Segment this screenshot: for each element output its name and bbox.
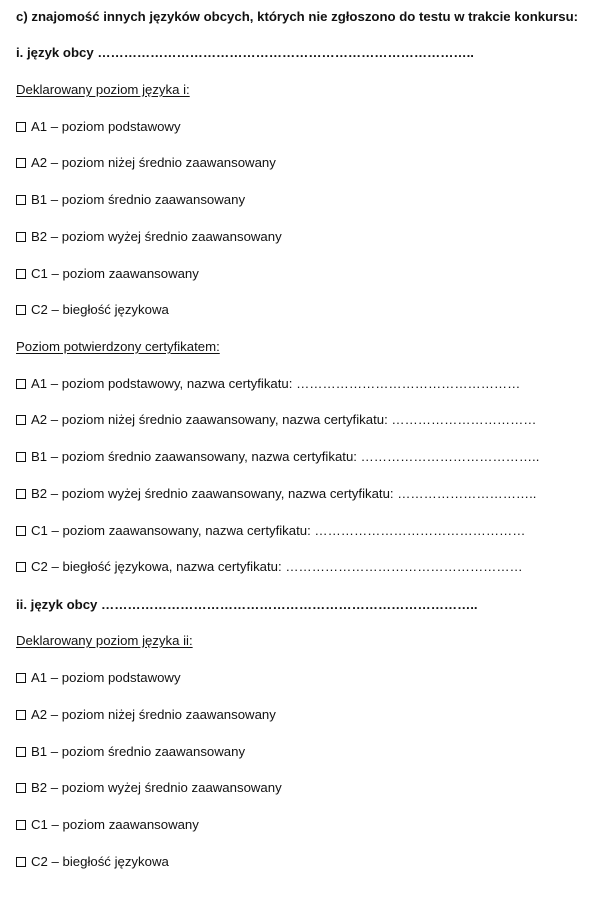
checkbox-icon[interactable] bbox=[16, 710, 26, 720]
checkbox-icon[interactable] bbox=[16, 452, 26, 462]
option-label: B2 – poziom wyżej średnio zaawansowany bbox=[31, 780, 282, 795]
option-label: B1 – poziom średnio zaawansowany bbox=[31, 192, 246, 207]
language-ii-declared-option[interactable] bbox=[16, 780, 282, 796]
language-ii-declared-option[interactable] bbox=[16, 854, 169, 870]
checkbox-icon[interactable] bbox=[16, 526, 26, 536]
option-label: A1 – poziom podstawowy, nazwa certyfikatu: …………………………………………… bbox=[31, 376, 521, 391]
language-ii-declared-option[interactable] bbox=[16, 744, 245, 760]
language-ii-declared-label: Deklarowany poziom języka ii: bbox=[16, 633, 193, 648]
language-i-declared-option[interactable] bbox=[16, 192, 245, 208]
language-i-certified-option[interactable] bbox=[16, 449, 539, 465]
option-label: C2 – biegłość językowa bbox=[31, 854, 169, 869]
option-label: B2 – poziom wyżej średnio zaawansowany bbox=[31, 229, 282, 244]
language-ii-declared-option[interactable] bbox=[16, 707, 276, 723]
language-i-certified-option[interactable] bbox=[16, 559, 523, 575]
language-i-title: i. język obcy ………………………………………………………………………….. bbox=[16, 45, 474, 60]
option-label: A1 – poziom podstawowy bbox=[31, 119, 181, 134]
checkbox-icon[interactable] bbox=[16, 783, 26, 793]
checkbox-icon[interactable] bbox=[16, 232, 26, 242]
language-i-declared-option[interactable] bbox=[16, 266, 199, 282]
language-i-certified-option[interactable] bbox=[16, 376, 520, 392]
checkbox-icon[interactable] bbox=[16, 305, 26, 315]
checkbox-icon[interactable] bbox=[16, 673, 26, 683]
option-label: B2 – poziom wyżej średnio zaawansowany, nazwa certyfikatu: ………………………….. bbox=[31, 486, 537, 501]
checkbox-icon[interactable] bbox=[16, 379, 26, 389]
language-ii-title: ii. język obcy ………………………………………………………………………….. bbox=[16, 597, 478, 612]
option-label: C1 – poziom zaawansowany bbox=[31, 817, 199, 832]
language-i-certified-option[interactable] bbox=[16, 523, 525, 539]
section-heading: c) znajomość innych języków obcych, których nie zgłoszono do testu w trakcie konkursu: bbox=[16, 9, 579, 24]
checkbox-icon[interactable] bbox=[16, 747, 26, 757]
language-ii-declared-option[interactable] bbox=[16, 817, 199, 833]
option-label: C2 – biegłość językowa bbox=[31, 302, 169, 317]
checkbox-icon[interactable] bbox=[16, 158, 26, 168]
checkbox-icon[interactable] bbox=[16, 122, 26, 132]
option-label: C1 – poziom zaawansowany bbox=[31, 266, 199, 281]
checkbox-icon[interactable] bbox=[16, 857, 26, 867]
checkbox-icon[interactable] bbox=[16, 562, 26, 572]
checkbox-icon[interactable] bbox=[16, 489, 26, 499]
option-label: A2 – poziom niżej średnio zaawansowany, nazwa certyfikatu: …………………………… bbox=[31, 412, 537, 427]
language-i-declared-option[interactable] bbox=[16, 119, 181, 135]
option-label: C2 – biegłość językowa, nazwa certyfikatu: ……………………………………………… bbox=[31, 559, 523, 574]
language-i-declared-option[interactable] bbox=[16, 229, 282, 245]
option-label: A1 – poziom podstawowy bbox=[31, 670, 181, 685]
language-i-certified-option[interactable] bbox=[16, 412, 536, 428]
option-label: A2 – poziom niżej średnio zaawansowany bbox=[31, 707, 276, 722]
checkbox-icon[interactable] bbox=[16, 269, 26, 279]
language-i-certified-label: Poziom potwierdzony certyfikatem: bbox=[16, 339, 220, 354]
language-i-declared-label: Deklarowany poziom języka i: bbox=[16, 82, 190, 97]
option-label: A2 – poziom niżej średnio zaawansowany bbox=[31, 155, 276, 170]
option-label: B1 – poziom średnio zaawansowany bbox=[31, 744, 246, 759]
checkbox-icon[interactable] bbox=[16, 195, 26, 205]
language-i-declared-option[interactable] bbox=[16, 302, 169, 318]
language-ii-declared-option[interactable] bbox=[16, 670, 181, 686]
language-i-certified-option[interactable] bbox=[16, 486, 536, 502]
option-label: C1 – poziom zaawansowany, nazwa certyfikatu: ………………………………………… bbox=[31, 523, 526, 538]
checkbox-icon[interactable] bbox=[16, 820, 26, 830]
language-i-declared-option[interactable] bbox=[16, 155, 276, 171]
option-label: B1 – poziom średnio zaawansowany, nazwa certyfikatu: ………………………………….. bbox=[31, 449, 540, 464]
checkbox-icon[interactable] bbox=[16, 415, 26, 425]
